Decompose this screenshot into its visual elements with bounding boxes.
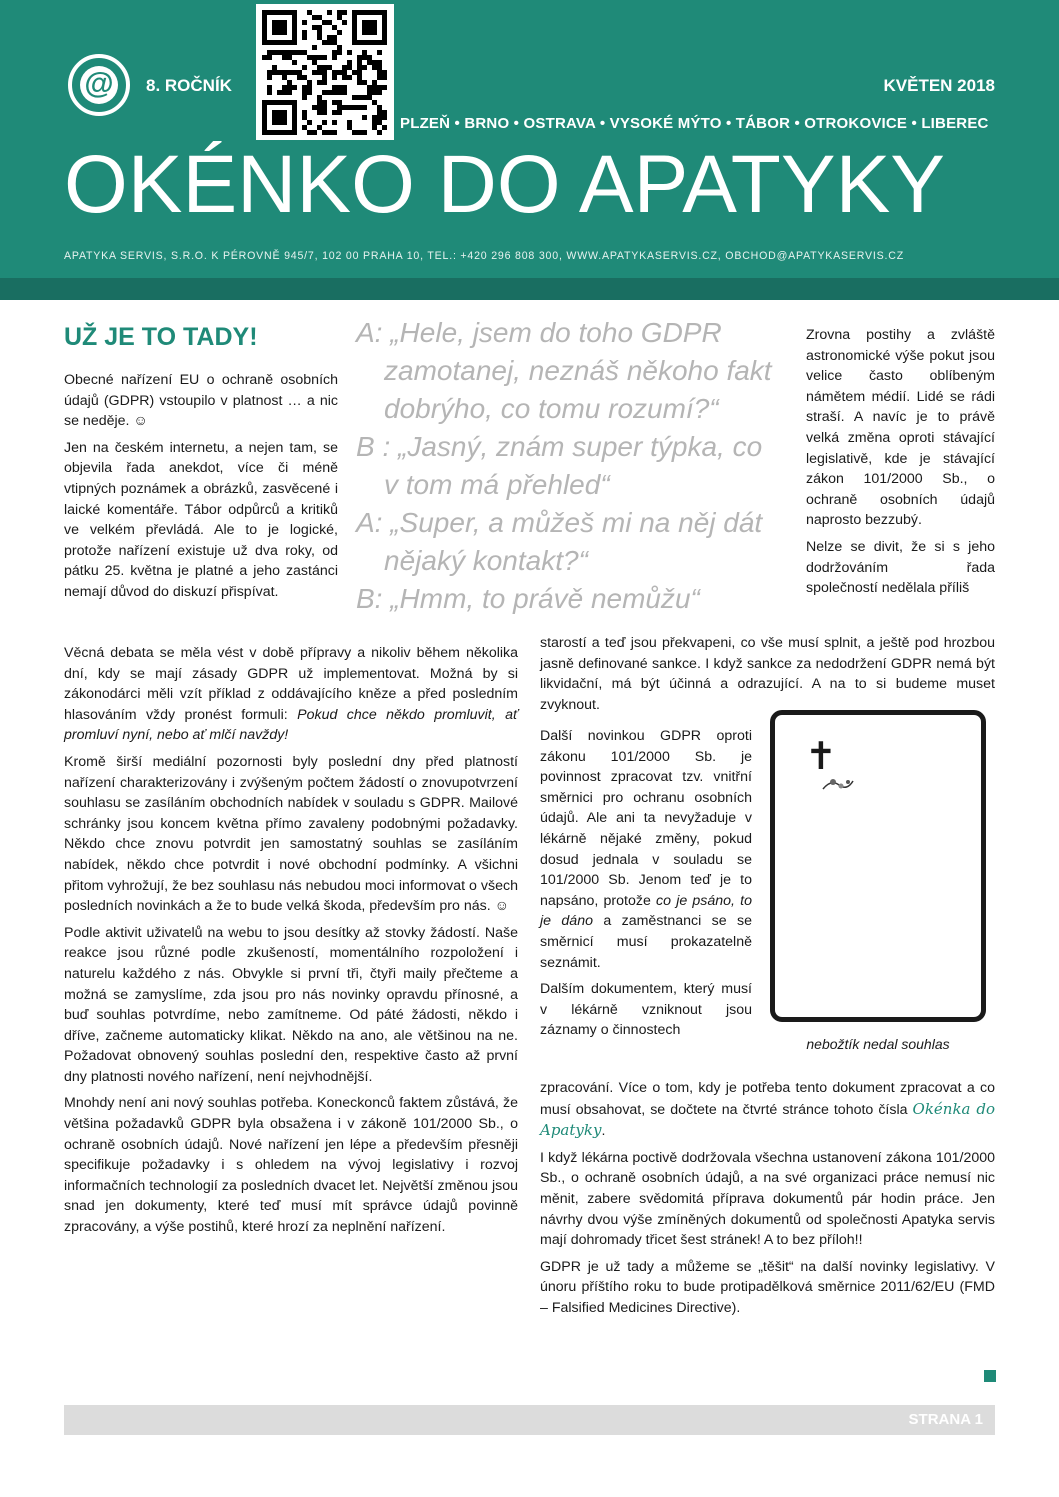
sanctions-paragraph: starostí a teď jsou překvapeni, co vše musí splnit, a ještě pod hrozbou jasně definované sankce. I když sankce za nedodržení GDPR nemá být likvidační, má být účinná a odrazující. A na to si budeme muset zvyknout. <box>540 635 995 713</box>
dialog-line: v tom má přehled“ <box>384 469 610 500</box>
directive-italic: co je psáno, to je dáno <box>540 892 752 930</box>
records-continued-text: zpracování. Více o tom, kdy je potřeba tento dokument zpracovat a co musí obsahovat, se dočtete na čtvrté stránce tohoto čísla <box>540 1080 995 1118</box>
wedding-formula: Pokud chce někdo promluvit, ať promluví nyní, nebo ať mlčí navždy! <box>64 706 518 744</box>
newsletter-brand-inline: Okénka do Apatyky <box>540 1099 995 1140</box>
new-consent-paragraph: Mnohdy není ani nový souhlas potřeba. Koneckonců faktem zůstává, že většina požadavků GDPR byla obsažena i v zákoně 101/2000 Sb., o ochraně osobních údajů. Nové nařízení jen lépe a především přesněji specifikuje požadavky i s ohledem na vývoj legislativy i rozvoj informačních technologií za posledních dvacet let. Největší změnou jsou snad jen dokumenty, které teď musí mít správce údajů povinně zpracovány, a výše postihů, které hrozí za neplnění nařízení. <box>64 1095 518 1236</box>
right-narrow-column <box>540 726 752 1041</box>
issue-date: KVĚTEN 2018 <box>883 76 995 95</box>
volume-label: 8. ROČNÍK <box>146 76 232 95</box>
directive-text-b: a zaměstnanci se se směrnicí musí prokazatelně seznámit. <box>540 913 752 971</box>
dialog-line: B : „Jasný, znám super týpka, co <box>356 431 763 462</box>
records-paragraph: Dalším dokumentem, který musí v lékárně vzniknout jsou záznamy o činnostech <box>540 981 752 1039</box>
left-top-column <box>64 370 338 603</box>
dialog-line: nějaký kontakt?“ <box>384 545 588 576</box>
internal-directive-paragraph <box>540 726 752 973</box>
dialog-line: A: „Super, a můžeš mi na něj dát <box>356 507 763 538</box>
consent-requests-paragraph: Kromě širší mediální pozornosti byly poslední dny před platností nařízení charakterizovány i zvýšeným počtem žádostí o znovupotvrzení souhlasu se zasíláním obchodních nabídek v souladu s GDPR. Mailové schránky jsou koncem května přímo zavaleny podobnými požadavky. Někdo chce znovu potvrdit jen samostatný souhlas se zasíláním nabídek, někdo chce potvrdit i nové obchodní podmínky. A všichni přitom vyhrožují, že bez souhlasu nás nebudou moci informovat o všech posledních novinkách a že to bude velká škoda, především pro nás. ☺ <box>64 753 518 915</box>
debate-paragraph <box>64 643 518 746</box>
companies-paragraph: Nelze se divit, že si s jeho dodržováním řada společností nedělala příliš <box>806 538 995 597</box>
dialog-line: A: „Hele, jsem do toho GDPR <box>356 317 722 348</box>
newsletter-title: OKÉNKO DO APATYKY <box>64 139 945 230</box>
masthead-bottom-band <box>0 278 1059 300</box>
branch-cities: PLZEŇ • BRNO • OSTRAVA • VYSOKÉ MÝTO • TÁBOR • OTROKOVICE • LIBEREC <box>400 115 989 132</box>
dialog-pull-quote <box>356 314 796 618</box>
right-wide-block-1 <box>540 633 995 715</box>
publisher-address: APATYKA SERVIS, S.R.O. K PÉROVNĚ 945/7, 102 00 PRAHA 10, TEL.: +420 296 808 300, WWW.APATYKASERVIS.CZ, OBCHOD@APATYKASERVIS.CZ <box>64 250 904 262</box>
dialog-line: zamotanej, neznáš někoho fakt <box>384 355 772 386</box>
flowers-icon <box>821 773 855 793</box>
qr-code-icon[interactable] <box>256 4 394 140</box>
apatyka-logo-icon <box>68 54 130 116</box>
page-footer <box>64 1405 995 1435</box>
dialog-line: B: „Hmm, to právě nemůžu“ <box>356 583 700 614</box>
records-continued-paragraph: zpracování. Více o tom, kdy je potřeba tento dokument zpracovat a co musí obsahovat, se dočtete na čtvrté stránce tohoto čísla Okénka do Apatyky. <box>540 1080 995 1140</box>
debate-text: Věcná debata se měla vést v době přípravy a nikoliv během několika dní, kdy se mají zásady GDPR už implementovat. Možná by si zákonodárci měli vzít příklad z oddávajícího kněze a před posledním hlasováním vždy pronést formuli: <box>64 645 518 723</box>
preparation-paragraph: I když lékárna poctivě dodržovala všechna ustanovení zákona 101/2000 Sb., o ochraně osobních údajů, a na své organizaci práce nemusí nic měnit, zabere svědomitá příprava dokumentů pár hodin práce. Jen návrhy dvou výše zmíněných dokumentů od společnosti Apatyka servis mají dohromady třicet šest stránek! A to bez příloh!! <box>540 1149 995 1249</box>
figure-caption: nebožtík nedal souhlas <box>806 1036 950 1052</box>
page-number: STRANA 1 <box>908 1411 983 1428</box>
user-activity-paragraph: Podle aktivit uživatelů na webu to jsou desítky až stovky žádostí. Naše reakce jsou různé podle zkušeností, momentálního rozpoložení i naturelu každého z nás. Obvykle si první tři, čtyři maily přečteme a možná se zamyslíme, zda jsou pro nás novinky opravdu přínosné, a buď souhlas potvrdíme, nebo zamítneme. Od páté žádosti, někdo i dříve, začneme automaticky klikat. Někdo na ano, ale většinou na ne. Požadovat obnovený souhlas poslední den, respektive často až první dny platnosti nového nařízení, není nejvhodnější. <box>64 924 518 1085</box>
dialog-line: dobrýho, co tomu rozumí?“ <box>384 393 719 424</box>
intro-paragraph: Obecné nařízení EU o ochraně osobních údajů (GDPR) vstoupilo v platnost … a nic se neděje. ☺ <box>64 372 338 430</box>
internet-paragraph: Jen na českém internetu, a nejen tam, se objevila řada anekdot, více či méně vtipných poznámek a obrázků, zasvěcené i laické komentáře. Tábor odpůrců a kritiků ve velkém převládá. Ale to je logické, protože nařízení existuje už dva roky, od pátku 25. května je platné a jeho zastánci nemají důvod do diskuzí přispívat. <box>64 439 338 600</box>
obituary-frame <box>770 710 986 1022</box>
penalties-paragraph: Zrovna postihy a zvláště astronomické výše pokut jsou velice často oblíbeným námětem médií. Lidé se rádi straší. A navíc je to právě velká změna oproti stávající legislativě, kde je stávající zákon 101/2000 Sb., o ochraně osobních údajů naprosto bezzubý. <box>806 327 995 529</box>
left-lower-column <box>64 643 518 1238</box>
article-headline: UŽ JE TO TADY! <box>64 323 258 351</box>
article-end-mark <box>984 1370 996 1382</box>
outlook-paragraph: GDPR je už tady a můžeme se „těšit“ na další novinky legislativy. V únoru příštího roku to bude protipadělková směrnice 2011/62/EU (FMD – Falsified Medicines Directive). <box>540 1258 995 1316</box>
cross-icon: ✝ <box>805 736 837 778</box>
right-wide-block-2 <box>540 1078 995 1319</box>
logo-at-symbol: @ <box>80 66 118 104</box>
qr-code-graphic <box>256 4 394 140</box>
directive-text-a: Další novinkou GDPR oproti zákonu 101/2000 Sb. je povinnost zpracovat tzv. vnitřní směrnici pro ochranu osobních údajů. Ale ani ta nevyžaduje v lékárně nějaké změny, pokud dosud jednala v souladu se 101/2000 Sb. Jenom teď je to napsáno, protože <box>540 728 752 909</box>
right-top-column <box>806 325 995 599</box>
